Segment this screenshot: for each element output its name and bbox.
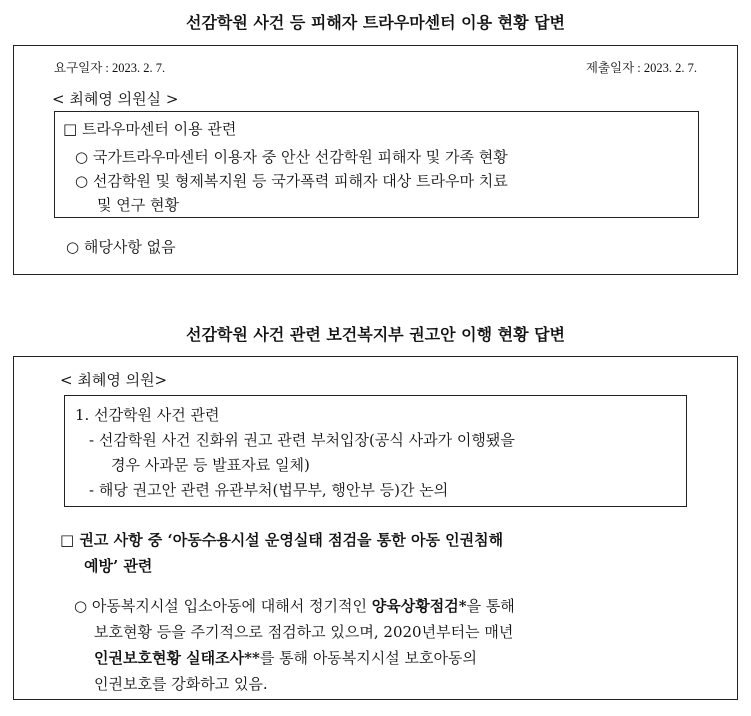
question-item: ○ 선감학원 및 형제복지원 등 국가폭력 피해자 대상 트라우마 치료 (75, 172, 508, 190)
answer-text: ○ 해당사항 없음 (66, 238, 176, 256)
section1-box (13, 45, 738, 275)
answer-paragraph-line: 인권보호를 강화하고 있음. (94, 675, 268, 693)
answer-text: ○ 아동복지시설 입소아동에 대해서 정기적인 (74, 597, 367, 615)
member-office: < 최혜영 의원> (60, 371, 168, 389)
answer-heading-continued: 예방’ 관련 (84, 557, 153, 575)
answer-paragraph-line (94, 647, 477, 668)
question-box (64, 395, 687, 507)
section2-box (13, 356, 738, 700)
answer-emphasis: 양육상황점검* (371, 597, 467, 615)
question-item: ○ 국가트라우마센터 이용자 중 안산 선감학원 피해자 및 가족 현황 (75, 148, 508, 166)
question-item: - 선감학원 사건 진화위 권고 관련 부처입장(공식 사과가 이행됐을 (89, 431, 515, 449)
question-box (54, 111, 699, 218)
question-heading: □ 트라우마센터 이용 관련 (63, 120, 237, 138)
section2-title: 선감학원 사건 관련 보건복지부 권고안 이행 현황 답변 (185, 325, 566, 344)
answer-heading: □ 권고 사항 중 ‘아동수용시설 운영실태 점검을 통한 아동 인권침해 (60, 531, 504, 549)
member-office: < 최혜영 의원실 > (52, 90, 179, 108)
answer-emphasis: 인권보호현황 실태조사** (94, 649, 260, 667)
question-item: - 해당 권고안 관련 유관부처(법무부, 행안부 등)간 논의 (89, 481, 449, 499)
answer-text: 을 통해 (466, 597, 515, 615)
section1-title: 선감학원 사건 등 피해자 트라우마센터 이용 현황 답변 (185, 13, 566, 32)
request-date: 요구일자 : 2023. 2. 7. (54, 61, 166, 75)
answer-paragraph-line: 보호현황 등을 주기적으로 점검하고 있으며, 2020년부터는 매년 (94, 623, 514, 641)
submit-date: 제출일자 : 2023. 2. 7. (585, 61, 697, 75)
answer-text: 를 통해 아동복지시설 보호아동의 (259, 649, 477, 667)
question-item-continued: 경우 사과문 등 발표자료 일체) (111, 456, 310, 474)
question-item-continued: 및 연구 현황 (97, 196, 179, 214)
question-heading: 1. 선감학원 사건 관련 (75, 406, 220, 424)
answer-paragraph-line (74, 595, 515, 616)
